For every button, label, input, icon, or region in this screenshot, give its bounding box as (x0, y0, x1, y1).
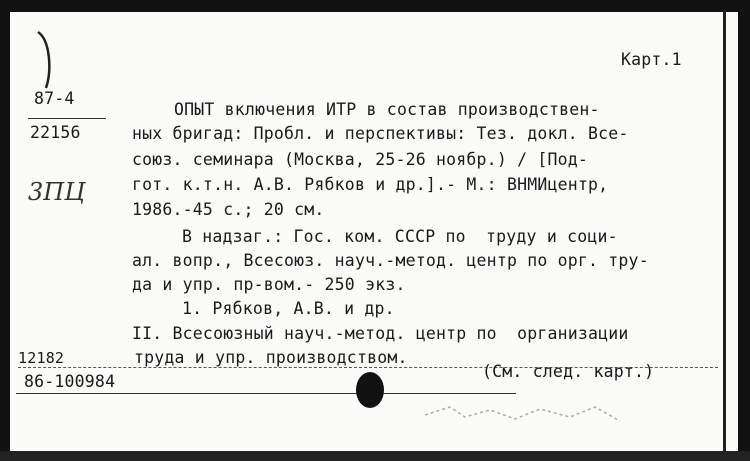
faint-scribble (420, 395, 640, 435)
body-line-1: ОПЫТ включения ИТР в состав производствен- (174, 100, 600, 119)
shelfmark-bottom: 22156 (30, 123, 81, 142)
shelfmark-rule (28, 118, 106, 119)
code-left: 12182 (18, 349, 65, 367)
body-line-2: ных бригад: Пробл. и перспективы: Тез. докл. Все- (132, 124, 629, 143)
tracing-2-line-2: труда и упр. производством. (134, 348, 408, 367)
accession-rule (16, 393, 516, 394)
card-number: Карт.1 (621, 50, 682, 69)
handwritten-bracket (30, 30, 60, 90)
tracing-1: 1. Рябков, А.В. и др. (182, 299, 395, 318)
card-border-left (0, 0, 10, 461)
punch-hole (356, 372, 384, 408)
tracing-2-line-1: II. Всесоюзный науч.-метод. центр по организации (132, 324, 629, 343)
card-border-right-inner (723, 10, 726, 461)
body-line-5: 1986.-45 с.; 20 см. (132, 200, 325, 219)
handwritten-mark: 3ПЦ (28, 178, 86, 206)
card-border-bottom (0, 451, 750, 461)
note-line-3: да и упр. пр-вом.- 250 экз. (132, 275, 406, 294)
body-line-3: союз. семинара (Москва, 25-26 ноябр.) / [Под- (132, 150, 589, 169)
note-line-1: В надзаг.: Гос. ком. СССР по труду и соци- (182, 227, 618, 246)
see-next-card: (См. след. карт.) (482, 362, 655, 381)
accession-number: 86-100984 (24, 372, 116, 391)
card-border-top (0, 0, 750, 12)
card-border-right (738, 0, 750, 461)
body-line-4: гот. к.т.н. А.В. Рябков и др.].- М.: ВНМИцентр, (132, 175, 609, 194)
shelfmark-top: 87-4 (34, 89, 75, 108)
note-line-2: ал. вопр., Всесоюз. науч.-метод. центр по орг. тру- (132, 251, 649, 270)
